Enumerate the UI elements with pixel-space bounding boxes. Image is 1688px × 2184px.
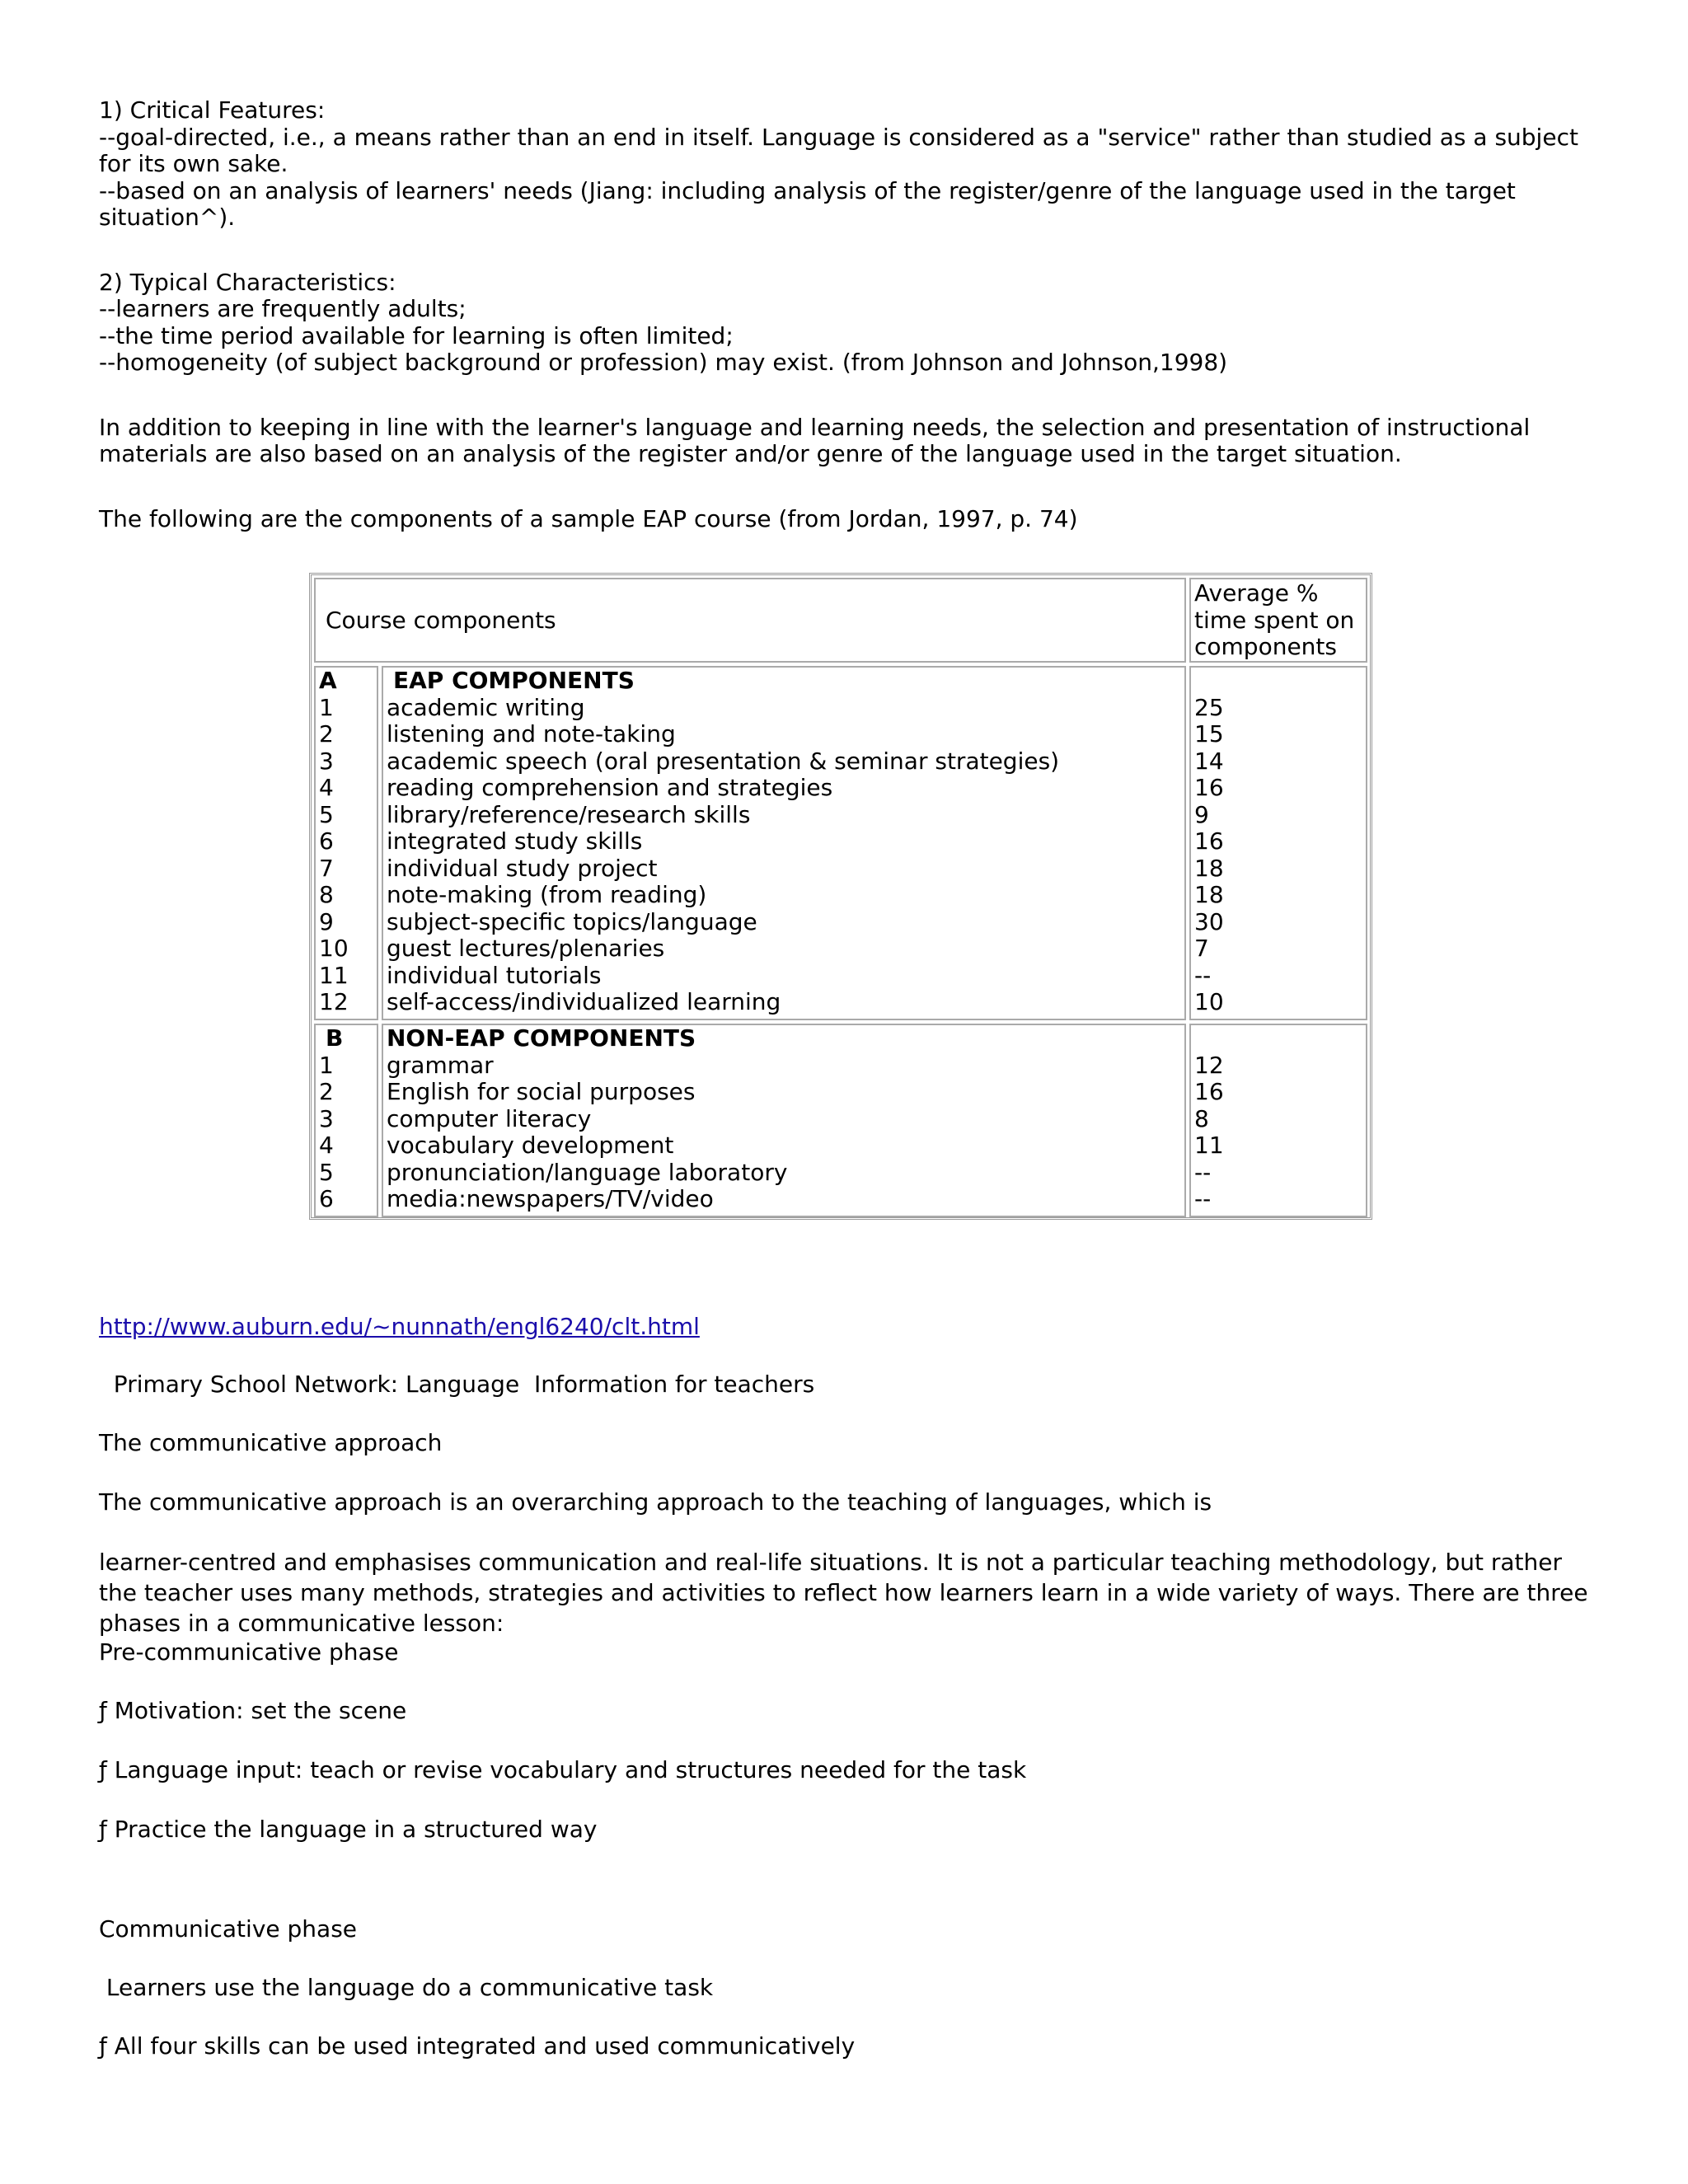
table-row-number: 3 (319, 747, 334, 775)
typical-line-3: --homogeneity (of subject background or profession) may exist. (from Johnson and Johnson,1998) (99, 349, 1228, 376)
table-row-label: guest lectures/plenaries (387, 935, 665, 962)
header-average-line-2: time spent on (1194, 606, 1355, 634)
table-row-label: academic writing (387, 693, 585, 721)
table-row-label: vocabulary development (387, 1132, 674, 1159)
table-row-number: 9 (319, 907, 334, 935)
bullet-four-skills: ƒ All four skills can be used integrated and used communicatively (99, 2032, 856, 2060)
critical-line-2: --based on an analysis of learners' needs (Jiang: including analysis of the register/genre of the language used in the target situation^). (99, 176, 1523, 231)
section-b-title: NON-EAP COMPONENTS (387, 1024, 696, 1052)
approach-paragraph: learner-centred and emphasises communication and real-life situations. It is not a particular teaching methodology, but rather the teacher uses many methods, strategies and activities to reflect how learners learn in a wide variety of ways. There are three phases in a communicative lesson: (99, 1549, 1588, 1637)
table-row-label: academic speech (oral presentation & seminar strategies) (387, 747, 1060, 775)
table-row-value: 14 (1194, 747, 1224, 775)
typical-line-1: --learners are frequently adults; (99, 295, 467, 322)
table-row-value: 9 (1194, 800, 1209, 828)
table-row-number: 8 (319, 881, 334, 908)
table-row-number: 6 (319, 1185, 334, 1212)
table-row-number: 3 (319, 1104, 334, 1132)
table-row-number: 6 (319, 827, 334, 855)
table-row-value: 16 (1194, 827, 1224, 855)
bullet-language-input: ƒ Language input: teach or revise vocabulary and structures needed for the task (99, 1756, 1027, 1783)
table-row-value: 16 (1194, 1078, 1224, 1105)
eap-components-table (309, 573, 1372, 1220)
table-row-value: 8 (1194, 1104, 1209, 1132)
table-row-number: 2 (319, 1078, 334, 1105)
materials-paragraph: In addition to keeping in line with the learner's language and learning needs, the selection and presentation of instructional materials are also based on an analysis of the register and/or genre of the language used in the target situation. (99, 413, 1538, 467)
table-row-number: 10 (319, 935, 349, 962)
header-average-time (1189, 578, 1367, 663)
communicative-phase: Communicative phase (99, 1915, 358, 1943)
table-row-label: self-access/individualized learning (387, 988, 781, 1015)
table-row-number: 5 (319, 800, 334, 828)
table-row-label: integrated study skills (387, 827, 643, 855)
table-row-number: 1 (319, 1051, 334, 1079)
table-row-label: pronunciation/language laboratory (387, 1158, 788, 1186)
source-link[interactable]: http://www.auburn.edu/~nunnath/engl6240/clt.html (99, 1313, 700, 1340)
table-row-value: 30 (1194, 907, 1224, 935)
table-row-value: 25 (1194, 693, 1224, 721)
approach-title: The communicative approach (99, 1429, 443, 1456)
section-b-letter: B (326, 1024, 344, 1052)
typical-heading: 2) Typical Characteristics: (99, 268, 396, 296)
table-row-value: 16 (1194, 774, 1224, 801)
table-row-number: 1 (319, 693, 334, 721)
table-row-value: 10 (1194, 988, 1224, 1015)
table-row-number: 11 (319, 961, 349, 989)
section-a-values (1189, 666, 1367, 1020)
section-a-title: EAP COMPONENTS (393, 667, 635, 694)
table-row-number: 4 (319, 774, 334, 801)
table-row-value: 18 (1194, 881, 1224, 908)
bullet-motivation: ƒ Motivation: set the scene (99, 1697, 407, 1724)
table-row-value: -- (1194, 961, 1212, 989)
table-intro: The following are the components of a sample EAP course (from Jordan, 1997, p. 74) (99, 504, 1078, 532)
table-row-number: 12 (319, 988, 349, 1015)
section-b-numbers (314, 1024, 378, 1217)
table-row-label: note-making (from reading) (387, 881, 707, 908)
table-row-value: 15 (1194, 720, 1224, 748)
pre-communicative-phase: Pre-communicative phase (99, 1638, 399, 1666)
table-row-number: 7 (319, 854, 334, 882)
table-row-value: -- (1194, 1185, 1212, 1212)
section-b-values (1189, 1024, 1367, 1217)
critical-line-1: --goal-directed, i.e., a means rather than an end in itself. Language is considered as a "service" rather than studied as a subject for its own sake. (99, 123, 1586, 177)
critical-heading: 1) Critical Features: (99, 96, 326, 124)
table-row-label: English for social purposes (387, 1078, 696, 1105)
header-average-line-1: Average % (1194, 579, 1319, 607)
section-b-labels (382, 1024, 1186, 1217)
table-row-value: 12 (1194, 1051, 1224, 1079)
table-row-label: library/reference/research skills (387, 800, 751, 828)
table-row-number: 4 (319, 1132, 334, 1159)
section-a-letter: A (319, 667, 337, 694)
section-a-numbers (314, 666, 378, 1020)
table-row-label: grammar (387, 1051, 494, 1079)
table-row-number: 5 (319, 1158, 334, 1186)
table-row-label: individual tutorials (387, 961, 602, 989)
table-row-value: 18 (1194, 854, 1224, 882)
approach-intro-line: The communicative approach is an overarching approach to the teaching of languages, which is (99, 1488, 1212, 1516)
table-row-value: 11 (1194, 1132, 1224, 1159)
intro-section (99, 97, 1595, 532)
section-a-labels (382, 666, 1186, 1020)
table-row-value: 7 (1194, 935, 1209, 962)
table-row-label: listening and note-taking (387, 720, 676, 748)
table-row-value: -- (1194, 1158, 1212, 1186)
header-average-line-3: components (1194, 633, 1337, 660)
bullet-practice: ƒ Practice the language in a structured way (99, 1816, 598, 1843)
table-row-label: computer literacy (387, 1104, 592, 1132)
table-row-label: subject-specific topics/language (387, 907, 757, 935)
typical-line-2: --the time period available for learning is often limited; (99, 321, 734, 349)
learners-line: Learners use the language do a communicative task (99, 1974, 714, 2001)
table-row-number: 2 (319, 720, 334, 748)
table-row-label: reading comprehension and strategies (387, 774, 833, 801)
header-course-components: Course components (314, 578, 1186, 663)
network-line: Primary School Network: Language Information for teachers (99, 1371, 815, 1398)
table-row-label: individual study project (387, 854, 658, 882)
table-row-label: media:newspapers/TV/video (387, 1185, 714, 1212)
